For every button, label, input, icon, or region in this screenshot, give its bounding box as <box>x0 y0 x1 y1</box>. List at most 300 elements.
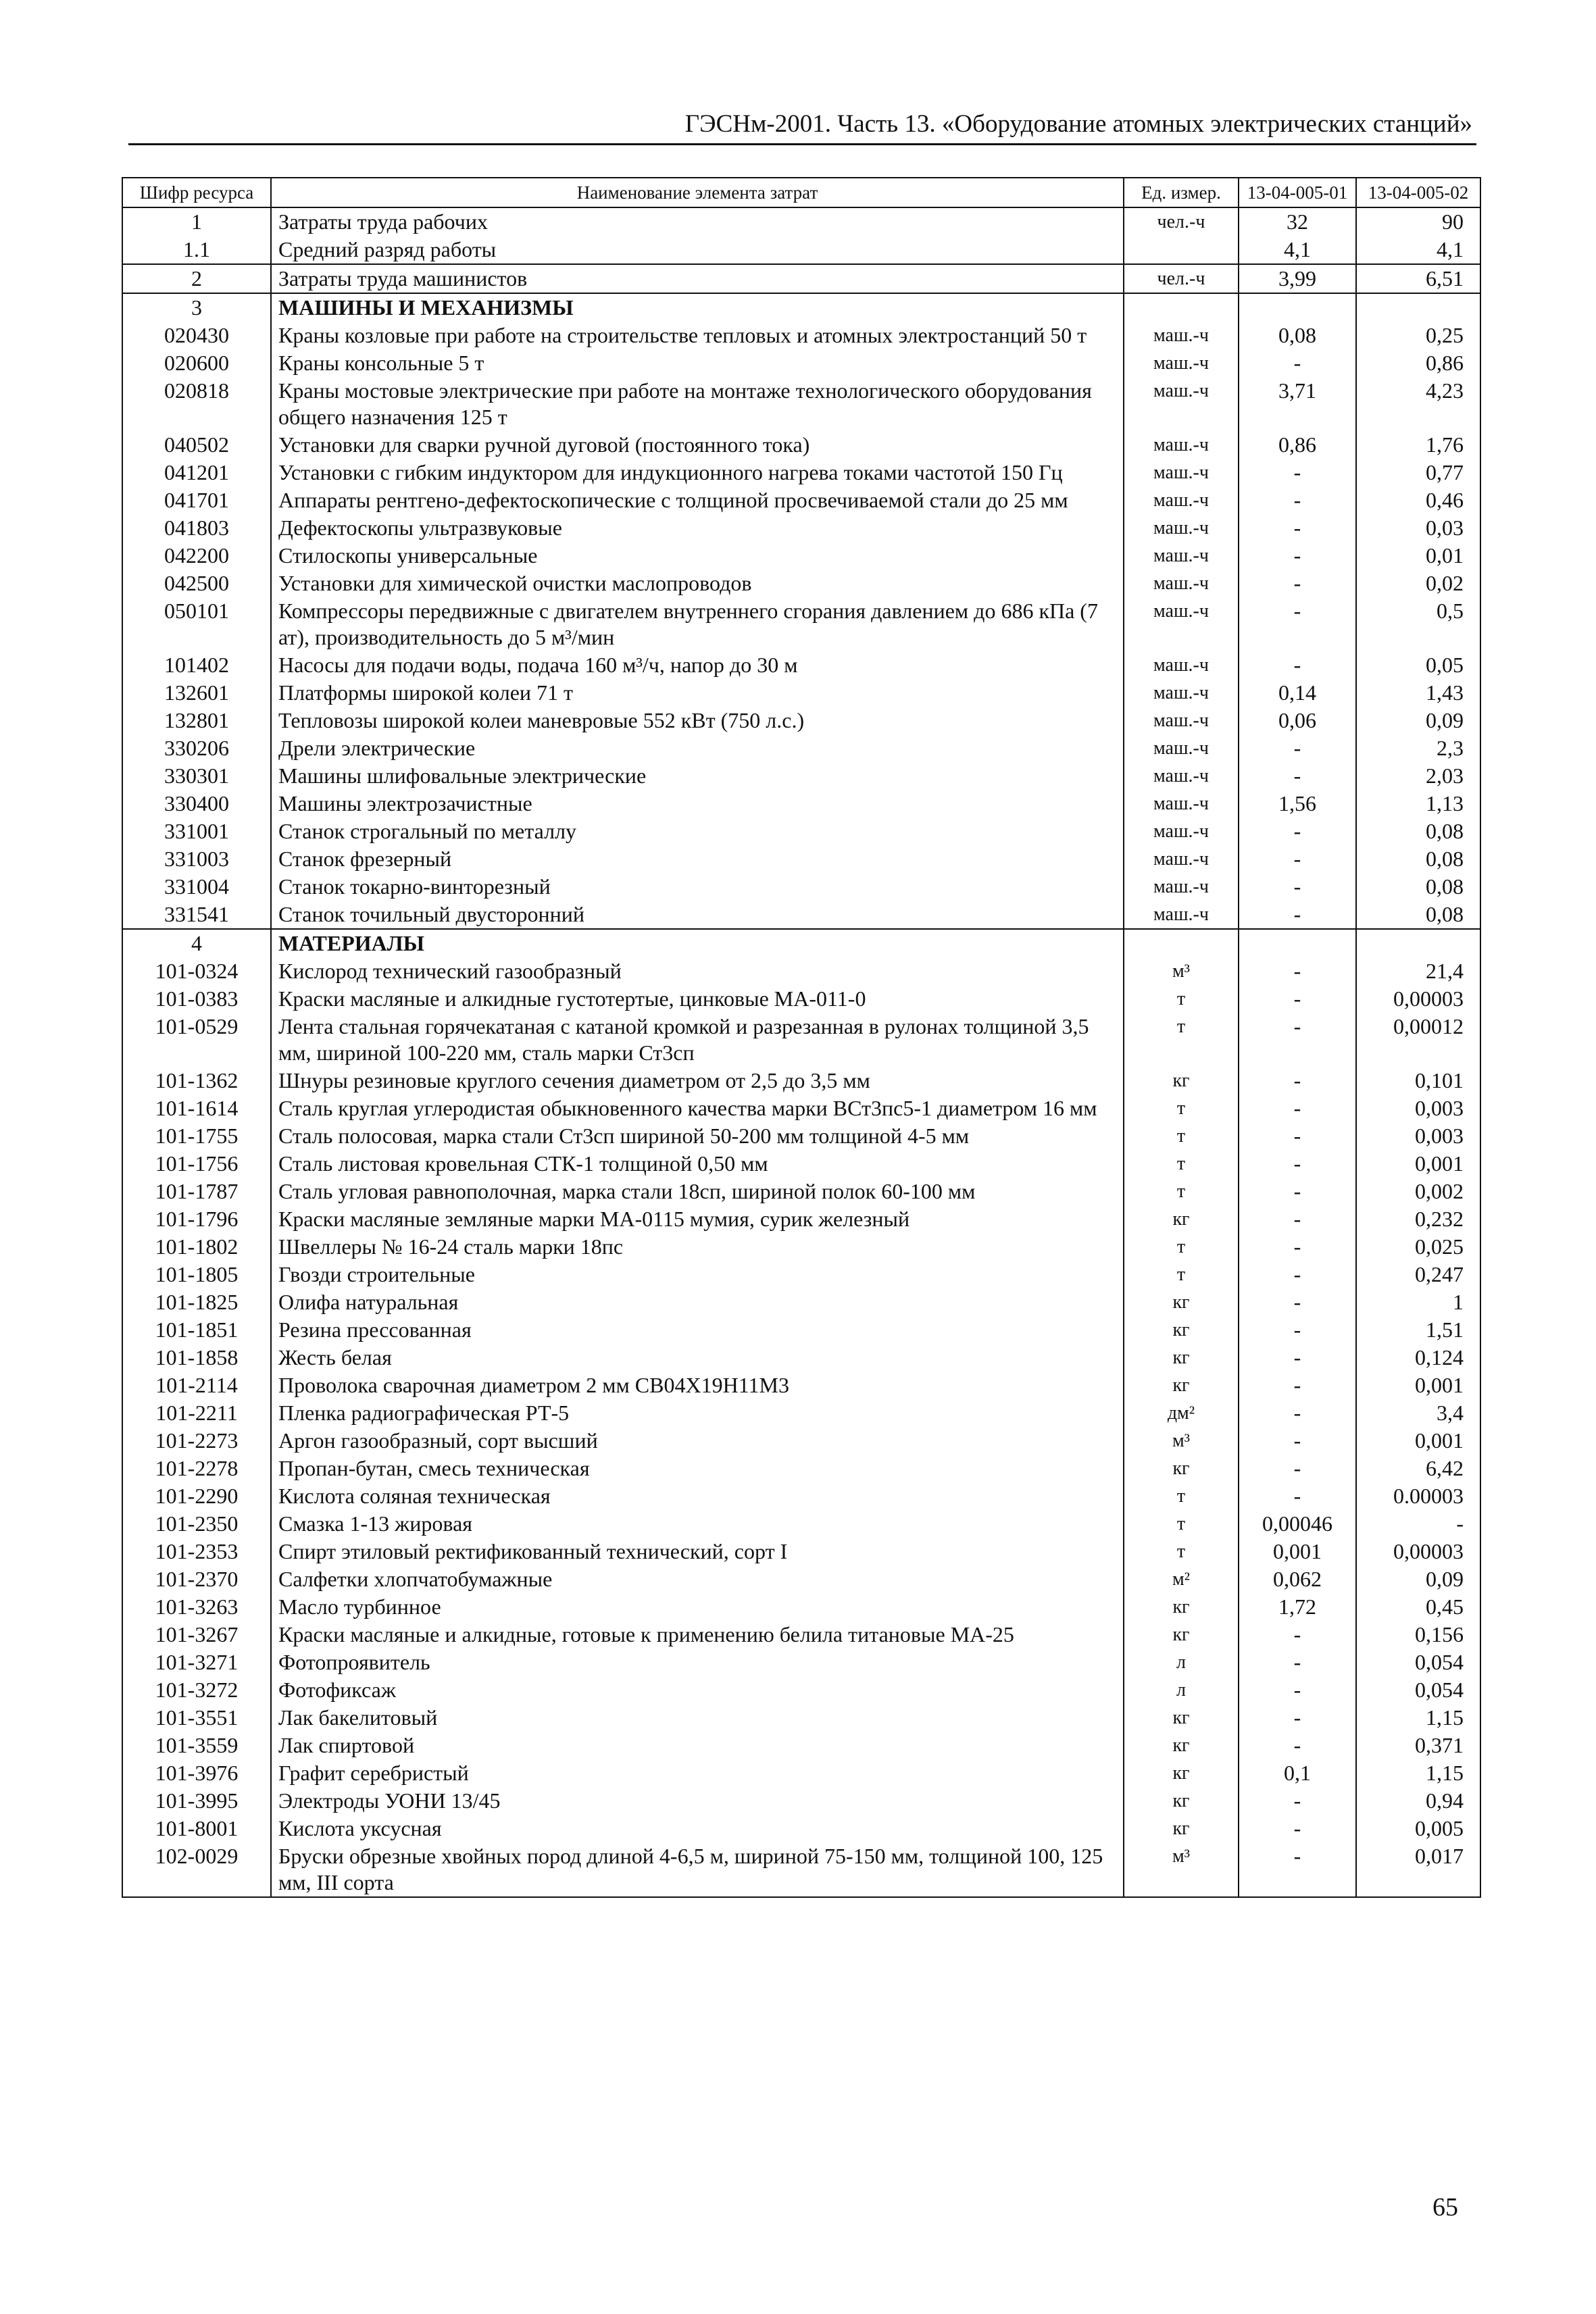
table-row <box>122 1122 1480 1150</box>
element-name-cell: Электроды УОНИ 13/45 <box>271 1787 1124 1815</box>
value-13-04-005-01-cell: - <box>1239 1344 1356 1372</box>
resource-code-cell: 101-1851 <box>122 1316 271 1344</box>
table-row <box>122 1372 1480 1399</box>
resource-table <box>122 177 1481 1898</box>
unit-cell: чел.-ч <box>1124 207 1239 236</box>
element-name-cell: Сталь полосовая, марка стали Ст3сп шириной 50-200 мм толщиной 4-5 мм <box>271 1122 1124 1150</box>
value-13-04-005-02-cell: 0,054 <box>1356 1649 1480 1676</box>
unit-cell: т <box>1124 1122 1239 1150</box>
resource-code-cell: 101-3271 <box>122 1649 271 1676</box>
unit-cell: маш.-ч <box>1124 431 1239 459</box>
table-row <box>122 1455 1480 1482</box>
resource-code-cell: 3 <box>122 293 271 322</box>
resource-code-cell: 101-1802 <box>122 1233 271 1261</box>
resource-code-cell: 101-2114 <box>122 1372 271 1399</box>
table-row <box>122 679 1480 707</box>
table-row <box>122 1316 1480 1344</box>
element-name-cell: Машины электрозачистные <box>271 790 1124 818</box>
table-row <box>122 1815 1480 1842</box>
value-13-04-005-02-cell: 0,001 <box>1356 1150 1480 1178</box>
resource-code-cell: 101-8001 <box>122 1815 271 1842</box>
resource-code-cell: 331003 <box>122 845 271 873</box>
unit-cell: кг <box>1124 1372 1239 1399</box>
unit-cell: маш.-ч <box>1124 762 1239 790</box>
element-name-cell: Дефектоскопы ультразвуковые <box>271 514 1124 542</box>
element-name-cell: Лак бакелитовый <box>271 1704 1124 1732</box>
element-name-cell: Насосы для подачи воды, подача 160 м³/ч, напор до 30 м <box>271 651 1124 679</box>
resource-code-cell: 101-2370 <box>122 1565 271 1593</box>
unit-cell: кг <box>1124 1205 1239 1233</box>
value-13-04-005-02-cell: 1 <box>1356 1288 1480 1316</box>
table-row <box>122 957 1480 985</box>
resource-code-cell: 331004 <box>122 873 271 901</box>
unit-cell <box>1124 236 1239 264</box>
resource-code-cell: 101-3559 <box>122 1732 271 1759</box>
value-13-04-005-01-cell: 0,00046 <box>1239 1510 1356 1538</box>
resource-code-cell: 020430 <box>122 322 271 349</box>
value-13-04-005-02-cell <box>1356 293 1480 322</box>
unit-cell: т <box>1124 1482 1239 1510</box>
element-name-cell: Кислота соляная техническая <box>271 1482 1124 1510</box>
resource-code-cell: 101-2273 <box>122 1427 271 1455</box>
value-13-04-005-02-cell: 6,51 <box>1356 264 1480 293</box>
resource-code-cell: 101-3263 <box>122 1593 271 1621</box>
unit-cell: кг <box>1124 1455 1239 1482</box>
element-name-cell: Краски масляные и алкидные, готовые к применению белила титановые МА-25 <box>271 1621 1124 1649</box>
value-13-04-005-01-cell <box>1239 293 1356 322</box>
resource-table-container <box>122 177 1480 1898</box>
value-13-04-005-01-cell: - <box>1239 818 1356 845</box>
resource-code-cell: 042500 <box>122 570 271 597</box>
table-row <box>122 1649 1480 1676</box>
table-row <box>122 349 1480 377</box>
value-13-04-005-01-cell: 0,86 <box>1239 431 1356 459</box>
element-name-cell: Лак спиртовой <box>271 1732 1124 1759</box>
element-name-cell: Краны козловые при работе на строительстве тепловых и атомных электростанций 50 т <box>271 322 1124 349</box>
value-13-04-005-01-cell: - <box>1239 1178 1356 1205</box>
unit-cell: м³ <box>1124 1427 1239 1455</box>
unit-cell: маш.-ч <box>1124 542 1239 570</box>
element-name-cell: Сталь круглая углеродистая обыкновенного качества марки ВСт3пс5-1 диаметром 16 мм <box>271 1095 1124 1122</box>
unit-cell: кг <box>1124 1732 1239 1759</box>
element-name-cell: Пропан-бутан, смесь техническая <box>271 1455 1124 1482</box>
unit-cell <box>1124 293 1239 322</box>
table-row <box>122 1787 1480 1815</box>
resource-code-cell: 1 <box>122 207 271 236</box>
value-13-04-005-01-cell: - <box>1239 1621 1356 1649</box>
value-13-04-005-01-cell: - <box>1239 1150 1356 1178</box>
element-name-cell: Тепловозы широкой колеи маневровые 552 кВт (750 л.с.) <box>271 707 1124 734</box>
value-13-04-005-01-cell: - <box>1239 1704 1356 1732</box>
value-13-04-005-01-cell: 3,71 <box>1239 377 1356 431</box>
resource-code-cell: 101-1755 <box>122 1122 271 1150</box>
element-name-cell: Швеллеры № 16-24 сталь марки 18пс <box>271 1233 1124 1261</box>
value-13-04-005-02-cell: 0,00003 <box>1356 985 1480 1013</box>
column-header-name: Наименование элемента затрат <box>271 178 1124 207</box>
table-row <box>122 818 1480 845</box>
column-header-13-04-005-01: 13-04-005-01 <box>1239 178 1356 207</box>
value-13-04-005-01-cell: - <box>1239 1067 1356 1095</box>
resource-code-cell: 101-1362 <box>122 1067 271 1095</box>
value-13-04-005-02-cell: 4,23 <box>1356 377 1480 431</box>
table-row <box>122 570 1480 597</box>
value-13-04-005-01-cell: - <box>1239 1427 1356 1455</box>
resource-code-cell: 101-3995 <box>122 1787 271 1815</box>
table-row <box>122 1538 1480 1565</box>
value-13-04-005-02-cell: 1,76 <box>1356 431 1480 459</box>
element-name-cell: Фотофиксаж <box>271 1676 1124 1704</box>
unit-cell <box>1124 929 1239 957</box>
unit-cell: кг <box>1124 1067 1239 1095</box>
element-name-cell: Установки для сварки ручной дуговой (постоянного тока) <box>271 431 1124 459</box>
unit-cell: т <box>1124 985 1239 1013</box>
unit-cell: маш.-ч <box>1124 570 1239 597</box>
value-13-04-005-02-cell: 4,1 <box>1356 236 1480 264</box>
value-13-04-005-01-cell: - <box>1239 1288 1356 1316</box>
value-13-04-005-02-cell: 0,45 <box>1356 1593 1480 1621</box>
table-row <box>122 901 1480 929</box>
resource-code-cell: 102-0029 <box>122 1842 271 1897</box>
resource-code-cell: 101-0324 <box>122 957 271 985</box>
resource-code-cell: 040502 <box>122 431 271 459</box>
value-13-04-005-02-cell: 0,247 <box>1356 1261 1480 1288</box>
table-row <box>122 762 1480 790</box>
unit-cell: кг <box>1124 1759 1239 1787</box>
value-13-04-005-02-cell: 0,5 <box>1356 597 1480 651</box>
value-13-04-005-02-cell: 0,05 <box>1356 651 1480 679</box>
value-13-04-005-01-cell <box>1239 929 1356 957</box>
unit-cell: маш.-ч <box>1124 679 1239 707</box>
resource-code-cell: 330400 <box>122 790 271 818</box>
value-13-04-005-02-cell: 0,232 <box>1356 1205 1480 1233</box>
value-13-04-005-02-cell: 0,08 <box>1356 845 1480 873</box>
page-number: 65 <box>1432 2193 1458 2221</box>
element-name-cell: Установки для химической очистки маслопроводов <box>271 570 1124 597</box>
unit-cell: л <box>1124 1676 1239 1704</box>
table-row <box>122 1842 1480 1897</box>
value-13-04-005-02-cell: 0,25 <box>1356 322 1480 349</box>
table-row <box>122 1510 1480 1538</box>
unit-cell: м² <box>1124 1565 1239 1593</box>
value-13-04-005-02-cell: 0,01 <box>1356 542 1480 570</box>
table-row <box>122 322 1480 349</box>
value-13-04-005-02-cell: 0,08 <box>1356 873 1480 901</box>
value-13-04-005-01-cell: - <box>1239 1233 1356 1261</box>
element-name-cell: Масло турбинное <box>271 1593 1124 1621</box>
unit-cell: кг <box>1124 1316 1239 1344</box>
value-13-04-005-02-cell: 0,02 <box>1356 570 1480 597</box>
table-row <box>122 1565 1480 1593</box>
table-row <box>122 1399 1480 1427</box>
resource-code-cell: 101-1858 <box>122 1344 271 1372</box>
element-name-cell: Сталь угловая равнополочная, марка стали 18сп, шириной полок 60-100 мм <box>271 1178 1124 1205</box>
table-row <box>122 542 1480 570</box>
value-13-04-005-02-cell: 0,124 <box>1356 1344 1480 1372</box>
element-name-cell: Краски масляные и алкидные густотертые, цинковые МА-011-0 <box>271 985 1124 1013</box>
value-13-04-005-01-cell: - <box>1239 1013 1356 1067</box>
element-name-cell: Аппараты рентгено-дефектоскопические с толщиной просвечиваемой стали до 25 мм <box>271 486 1124 514</box>
value-13-04-005-01-cell: 32 <box>1239 207 1356 236</box>
value-13-04-005-01-cell: - <box>1239 1399 1356 1427</box>
resource-code-cell: 101-1756 <box>122 1150 271 1178</box>
value-13-04-005-01-cell: - <box>1239 1316 1356 1344</box>
value-13-04-005-02-cell: 0,03 <box>1356 514 1480 542</box>
resource-code-cell: 042200 <box>122 542 271 570</box>
value-13-04-005-01-cell: - <box>1239 514 1356 542</box>
value-13-04-005-02-cell: 0,94 <box>1356 1787 1480 1815</box>
unit-cell: л <box>1124 1649 1239 1676</box>
element-name-cell: Установки с гибким индуктором для индукционного нагрева токами частотой 150 Гц <box>271 459 1124 486</box>
value-13-04-005-01-cell: 0,001 <box>1239 1538 1356 1565</box>
unit-cell: кг <box>1124 1288 1239 1316</box>
unit-cell: т <box>1124 1261 1239 1288</box>
value-13-04-005-02-cell: 2,3 <box>1356 734 1480 762</box>
value-13-04-005-02-cell: 0,017 <box>1356 1842 1480 1897</box>
value-13-04-005-02-cell: 0,08 <box>1356 901 1480 929</box>
table-row <box>122 264 1480 293</box>
value-13-04-005-01-cell: - <box>1239 1095 1356 1122</box>
value-13-04-005-02-cell: 0,86 <box>1356 349 1480 377</box>
table-row <box>122 873 1480 901</box>
unit-cell: маш.-ч <box>1124 845 1239 873</box>
unit-cell: маш.-ч <box>1124 651 1239 679</box>
unit-cell: кг <box>1124 1815 1239 1842</box>
unit-cell: маш.-ч <box>1124 734 1239 762</box>
element-name-cell: Спирт этиловый ректификованный технический, сорт I <box>271 1538 1124 1565</box>
table-row <box>122 1344 1480 1372</box>
value-13-04-005-01-cell: - <box>1239 459 1356 486</box>
value-13-04-005-01-cell: - <box>1239 1676 1356 1704</box>
unit-cell: маш.-ч <box>1124 707 1239 734</box>
value-13-04-005-01-cell: 3,99 <box>1239 264 1356 293</box>
resource-code-cell: 041701 <box>122 486 271 514</box>
column-header-unit: Ед. измер. <box>1124 178 1239 207</box>
value-13-04-005-02-cell: 0,46 <box>1356 486 1480 514</box>
column-header-code: Шифр ресурса <box>122 178 271 207</box>
unit-cell: т <box>1124 1233 1239 1261</box>
table-row <box>122 1704 1480 1732</box>
resource-code-cell: 132601 <box>122 679 271 707</box>
value-13-04-005-01-cell: - <box>1239 597 1356 651</box>
element-name-cell: Кислород технический газообразный <box>271 957 1124 985</box>
unit-cell: кг <box>1124 1621 1239 1649</box>
value-13-04-005-02-cell: 0,025 <box>1356 1233 1480 1261</box>
unit-cell: т <box>1124 1095 1239 1122</box>
value-13-04-005-02-cell: 0,005 <box>1356 1815 1480 1842</box>
table-row <box>122 1759 1480 1787</box>
table-row <box>122 1732 1480 1759</box>
value-13-04-005-02-cell: 0,00012 <box>1356 1013 1480 1067</box>
element-name-cell: Проволока сварочная диаметром 2 мм СВ04Х19Н11М3 <box>271 1372 1124 1399</box>
unit-cell: т <box>1124 1538 1239 1565</box>
resource-code-cell: 101-3267 <box>122 1621 271 1649</box>
resource-code-cell: 101-0529 <box>122 1013 271 1067</box>
value-13-04-005-02-cell: 0,00003 <box>1356 1538 1480 1565</box>
element-name-cell: Смазка 1-13 жировая <box>271 1510 1124 1538</box>
table-row <box>122 1013 1480 1067</box>
element-name-cell: Жесть белая <box>271 1344 1124 1372</box>
table-row <box>122 597 1480 651</box>
value-13-04-005-02-cell: 0,156 <box>1356 1621 1480 1649</box>
table-row <box>122 707 1480 734</box>
table-row <box>122 207 1480 236</box>
column-header-13-04-005-02: 13-04-005-02 <box>1356 178 1480 207</box>
resource-code-cell: 101402 <box>122 651 271 679</box>
value-13-04-005-02-cell: 0,09 <box>1356 707 1480 734</box>
value-13-04-005-02-cell: 1,15 <box>1356 1759 1480 1787</box>
value-13-04-005-01-cell: 1,72 <box>1239 1593 1356 1621</box>
value-13-04-005-01-cell: - <box>1239 1482 1356 1510</box>
unit-cell: кг <box>1124 1593 1239 1621</box>
resource-code-cell: 331001 <box>122 818 271 845</box>
table-row <box>122 1593 1480 1621</box>
value-13-04-005-02-cell: 0,054 <box>1356 1676 1480 1704</box>
resource-code-cell: 101-2290 <box>122 1482 271 1510</box>
section-title-cell: МАТЕРИАЛЫ <box>271 929 1124 957</box>
table-row <box>122 377 1480 431</box>
resource-code-cell: 101-1614 <box>122 1095 271 1122</box>
unit-cell: т <box>1124 1013 1239 1067</box>
value-13-04-005-02-cell: 0,001 <box>1356 1372 1480 1399</box>
value-13-04-005-01-cell: - <box>1239 1842 1356 1897</box>
resource-code-cell: 101-0383 <box>122 985 271 1013</box>
value-13-04-005-01-cell: 0,08 <box>1239 322 1356 349</box>
table-row <box>122 1150 1480 1178</box>
element-name-cell: Станок точильный двусторонний <box>271 901 1124 929</box>
table-row <box>122 790 1480 818</box>
value-13-04-005-02-cell: 0,371 <box>1356 1732 1480 1759</box>
value-13-04-005-02-cell: 1,51 <box>1356 1316 1480 1344</box>
table-row <box>122 486 1480 514</box>
table-row <box>122 1067 1480 1095</box>
element-name-cell: Резина прессованная <box>271 1316 1124 1344</box>
value-13-04-005-02-cell: 3,4 <box>1356 1399 1480 1427</box>
element-name-cell: Шнуры резиновые круглого сечения диаметром от 2,5 до 3,5 мм <box>271 1067 1124 1095</box>
table-row <box>122 514 1480 542</box>
resource-code-cell: 020818 <box>122 377 271 431</box>
resource-code-cell: 101-1796 <box>122 1205 271 1233</box>
value-13-04-005-01-cell: - <box>1239 570 1356 597</box>
element-name-cell: Станок токарно-винторезный <box>271 873 1124 901</box>
value-13-04-005-01-cell: 0,06 <box>1239 707 1356 734</box>
table-row <box>122 293 1480 322</box>
value-13-04-005-02-cell: 1,43 <box>1356 679 1480 707</box>
value-13-04-005-01-cell: - <box>1239 486 1356 514</box>
unit-cell: т <box>1124 1150 1239 1178</box>
resource-code-cell: 020600 <box>122 349 271 377</box>
unit-cell: маш.-ч <box>1124 349 1239 377</box>
resource-code-cell: 331541 <box>122 901 271 929</box>
value-13-04-005-02-cell: 0,09 <box>1356 1565 1480 1593</box>
element-name-cell: Лента стальная горячекатаная с катаной кромкой и разрезанная в рулонах толщиной 3,5 мм, шириной 100-220 мм, сталь марки Ст3сп <box>271 1013 1124 1067</box>
unit-cell: маш.-ч <box>1124 377 1239 431</box>
resource-code-cell: 101-2350 <box>122 1510 271 1538</box>
unit-cell: кг <box>1124 1704 1239 1732</box>
value-13-04-005-01-cell: - <box>1239 349 1356 377</box>
resource-code-cell: 101-3551 <box>122 1704 271 1732</box>
value-13-04-005-01-cell: - <box>1239 651 1356 679</box>
unit-cell: маш.-ч <box>1124 901 1239 929</box>
resource-code-cell: 041803 <box>122 514 271 542</box>
table-row <box>122 929 1480 957</box>
table-row <box>122 845 1480 873</box>
running-header <box>128 108 1476 145</box>
element-name-cell: Краны мостовые электрические при работе на монтаже технологического оборудования общего назначения 125 т <box>271 377 1124 431</box>
element-name-cell: Олифа натуральная <box>271 1288 1124 1316</box>
table-row <box>122 1288 1480 1316</box>
value-13-04-005-01-cell: - <box>1239 1732 1356 1759</box>
value-13-04-005-02-cell: 90 <box>1356 207 1480 236</box>
table-row <box>122 1676 1480 1704</box>
element-name-cell: Графит серебристый <box>271 1759 1124 1787</box>
element-name-cell: Бруски обрезные хвойных пород длиной 4-6,5 м, шириной 75-150 мм, толщиной 100, 125 мм, III сорта <box>271 1842 1124 1897</box>
section-title-cell: МАШИНЫ И МЕХАНИЗМЫ <box>271 293 1124 322</box>
value-13-04-005-02-cell: 1,15 <box>1356 1704 1480 1732</box>
value-13-04-005-02-cell: 0,002 <box>1356 1178 1480 1205</box>
unit-cell: маш.-ч <box>1124 597 1239 651</box>
element-name-cell: Дрели электрические <box>271 734 1124 762</box>
resource-code-cell: 041201 <box>122 459 271 486</box>
value-13-04-005-01-cell: - <box>1239 901 1356 929</box>
table-row <box>122 1621 1480 1649</box>
unit-cell: маш.-ч <box>1124 873 1239 901</box>
table-row <box>122 1178 1480 1205</box>
value-13-04-005-01-cell: 0,14 <box>1239 679 1356 707</box>
unit-cell: маш.-ч <box>1124 514 1239 542</box>
value-13-04-005-01-cell: - <box>1239 1205 1356 1233</box>
value-13-04-005-01-cell: 0,062 <box>1239 1565 1356 1593</box>
value-13-04-005-01-cell: - <box>1239 542 1356 570</box>
value-13-04-005-01-cell: 0,1 <box>1239 1759 1356 1787</box>
element-name-cell: Затраты труда рабочих <box>271 207 1124 236</box>
element-name-cell: Гвозди строительные <box>271 1261 1124 1288</box>
document-title: ГЭСНм-2001. Часть 13. «Оборудование атомных электрических станций» <box>684 110 1472 138</box>
table-row <box>122 734 1480 762</box>
unit-cell: маш.-ч <box>1124 790 1239 818</box>
resource-code-cell: 330206 <box>122 734 271 762</box>
value-13-04-005-02-cell: 6,42 <box>1356 1455 1480 1482</box>
value-13-04-005-02-cell: - <box>1356 1510 1480 1538</box>
resource-code-cell: 101-1787 <box>122 1178 271 1205</box>
unit-cell: маш.-ч <box>1124 818 1239 845</box>
unit-cell: дм² <box>1124 1399 1239 1427</box>
element-name-cell: Стилоскопы универсальные <box>271 542 1124 570</box>
table-row <box>122 431 1480 459</box>
value-13-04-005-02-cell: 1,13 <box>1356 790 1480 818</box>
value-13-04-005-01-cell: - <box>1239 845 1356 873</box>
table-row <box>122 459 1480 486</box>
table-header-row <box>122 178 1480 207</box>
resource-code-cell: 101-1805 <box>122 1261 271 1288</box>
unit-cell: т <box>1124 1510 1239 1538</box>
unit-cell: маш.-ч <box>1124 322 1239 349</box>
value-13-04-005-01-cell: - <box>1239 1372 1356 1399</box>
element-name-cell: Машины шлифовальные электрические <box>271 762 1124 790</box>
value-13-04-005-01-cell: - <box>1239 1649 1356 1676</box>
value-13-04-005-02-cell: 0.00003 <box>1356 1482 1480 1510</box>
value-13-04-005-01-cell: - <box>1239 1787 1356 1815</box>
unit-cell: маш.-ч <box>1124 486 1239 514</box>
resource-code-cell: 050101 <box>122 597 271 651</box>
table-row <box>122 651 1480 679</box>
resource-code-cell: 101-1825 <box>122 1288 271 1316</box>
resource-code-cell: 101-2278 <box>122 1455 271 1482</box>
element-name-cell: Станок строгальный по металлу <box>271 818 1124 845</box>
unit-cell: чел.-ч <box>1124 264 1239 293</box>
table-row <box>122 1233 1480 1261</box>
element-name-cell: Краны консольные 5 т <box>271 349 1124 377</box>
value-13-04-005-01-cell: - <box>1239 734 1356 762</box>
